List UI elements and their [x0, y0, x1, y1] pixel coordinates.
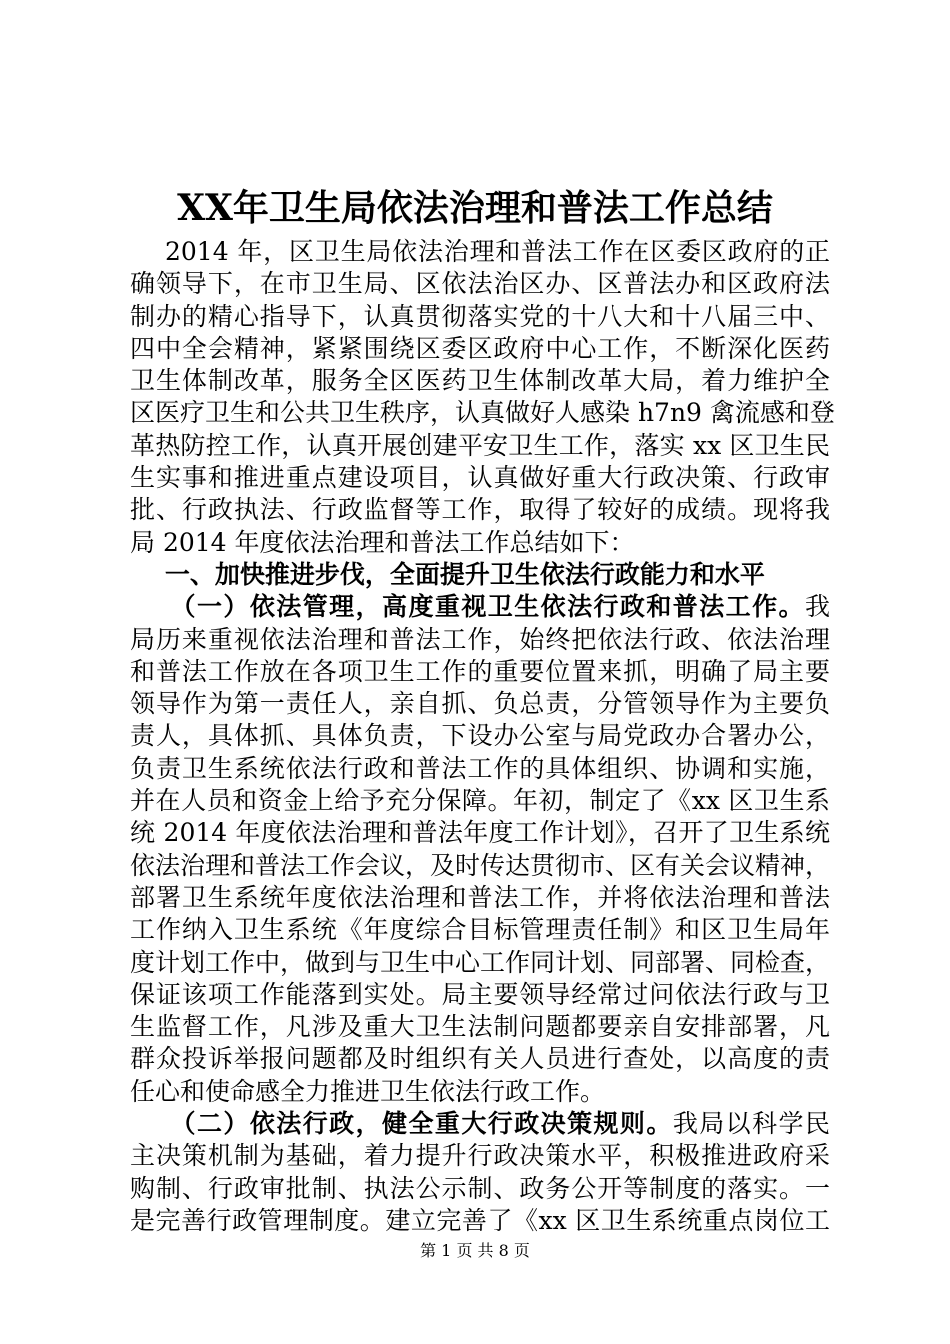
body-line: 购制、行政审批制、执法公示制、政务公开等制度的落实。一 [130, 1173, 830, 1203]
body-line: 革热防控工作，认真开展创建平安卫生工作，落实 xx 区卫生民 [130, 430, 830, 460]
body-line: 度计划工作中，做到与卫生中心工作同计划、同部署、同检查， [130, 947, 831, 977]
body-line [130, 1108, 830, 1140]
body-line: 卫生体制改革，服务全区医药卫生体制改革大局，着力维护全 [130, 366, 830, 396]
body-line: 区医疗卫生和公共卫生秩序，认真做好人感染 h7n9 禽流感和登 [130, 398, 835, 428]
page-footer: 第 1 页 共 8 页 [420, 1241, 530, 1260]
body-line: 保证该项工作能落到实处。局主要领导经常过问依法行政与卫 [130, 979, 830, 1009]
body-line [130, 591, 830, 623]
body-line: 生监督工作，凡涉及重大卫生法制问题都要亲自安排部署，凡 [130, 1012, 830, 1042]
document-title: XX年卫生局依法治理和普法工作总结 [177, 187, 773, 229]
body-text-run: 我局以科学民 [672, 1109, 830, 1139]
body-line: 任心和使命感全力推进卫生依法行政工作。 [130, 1076, 606, 1106]
body-line: 统 2014 年度依法治理和普法年度工作计划》，召开了卫生系统 [130, 818, 830, 848]
section-subheading: （二）依法行政，健全重大行政决策规则。 [130, 1109, 673, 1139]
body-line: 负责卫生系统依法行政和普法工作的具体组织、协调和实施， [130, 753, 830, 783]
body-line: 一、加快推进步伐，全面提升卫生依法行政能力和水平 [130, 559, 765, 589]
body-line: 群众投诉举报问题都及时组织有关人员进行查处，以高度的责 [130, 1044, 830, 1074]
section-subheading: （一）依法管理，高度重视卫生依法行政和普法工作。 [130, 592, 805, 622]
body-line: 责人，具体抓、具体负责，下设办公室与局党政办合署办公， [130, 721, 830, 751]
body-line: 领导作为第一责任人，亲自抓、负总责，分管领导作为主要负 [130, 689, 830, 719]
body-line: 部署卫生系统年度依法治理和普法工作，并将依法治理和普法 [130, 882, 830, 912]
body-line: 四中全会精神，紧紧围绕区委区政府中心工作，不断深化医药 [130, 333, 830, 363]
body-line: 主决策机制为基础，着力提升行政决策水平，积极推进政府采 [130, 1141, 830, 1171]
body-line: 生实事和推进重点建设项目，认真做好重大行政决策、行政审 [130, 463, 830, 493]
body-line: 依法治理和普法工作会议，及时传达贯彻市、区有关会议精神， [130, 850, 831, 880]
body-line: 2014 年，区卫生局依法治理和普法工作在区委区政府的正 [130, 237, 830, 266]
body-line: 是完善行政管理制度。建立完善了《xx 区卫生系统重点岗位工 [130, 1205, 830, 1235]
body-line: 局历来重视依法治理和普法工作，始终把依法行政、依法治理 [130, 624, 830, 654]
body-line: 工作纳入卫生系统《年度综合目标管理责任制》和区卫生局年 [130, 915, 830, 945]
document-body [130, 236, 835, 1237]
body-line: 和普法工作放在各项卫生工作的重要位置来抓，明确了局主要 [130, 656, 830, 686]
body-line: 批、行政执法、行政监督等工作，取得了较好的成绩。现将我 [130, 495, 830, 525]
body-line: 确领导下，在市卫生局、区依法治区办、区普法办和区政府法 [130, 269, 830, 299]
body-line: 制办的精心指导下，认真贯彻落实党的十八大和十八届三中、 [130, 301, 830, 331]
body-text-run: 我 [804, 592, 830, 622]
body-line: 局 2014 年度依法治理和普法工作总结如下： [130, 527, 635, 557]
body-line: 并在人员和资金上给予充分保障。年初，制定了《xx 区卫生系 [130, 786, 830, 816]
